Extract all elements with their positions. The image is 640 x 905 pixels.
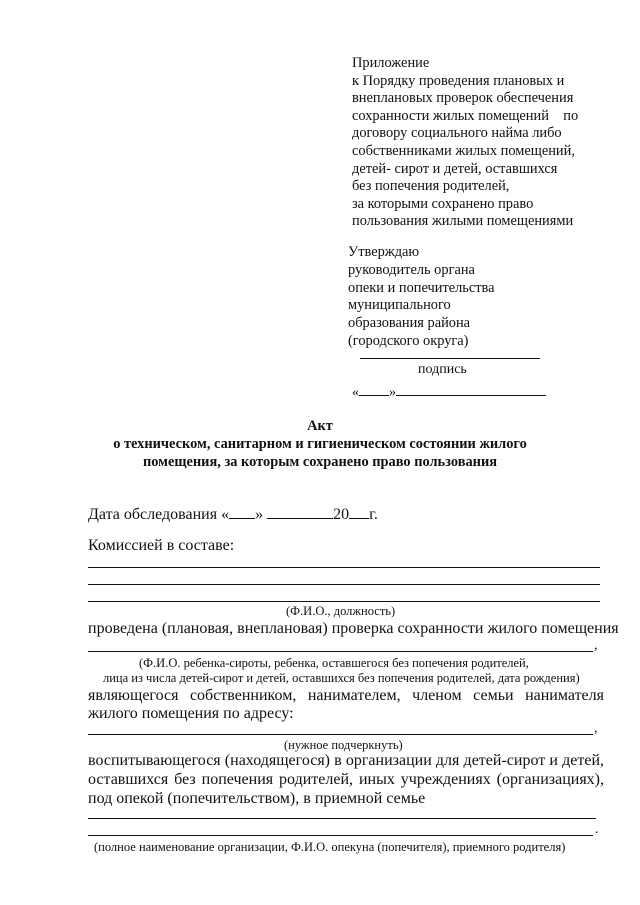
commission-line[interactable] <box>88 584 600 585</box>
check-text: проведена (плановая, внеплановая) проверка сохранности жилого помещения <box>88 620 619 637</box>
appendix-line: собственниками жилых помещений, <box>352 142 575 159</box>
commission-label: Комиссией в составе: <box>88 537 235 554</box>
organization-line[interactable] <box>88 835 593 836</box>
address-line[interactable] <box>88 734 593 735</box>
date-open-quote: « <box>352 385 359 400</box>
child-name-line[interactable] <box>88 651 593 652</box>
survey-day-blank[interactable] <box>229 502 255 519</box>
approval-day-blank[interactable] <box>359 381 389 396</box>
signature-label: подпись <box>418 362 467 377</box>
appendix-line: пользования жилыми помещениями <box>352 213 574 230</box>
document-title: Акт <box>307 418 333 434</box>
appendix-block <box>352 55 612 231</box>
document-subtitle-line: помещения, за которым сохранено право пользования <box>142 454 498 470</box>
raised-text: под опекой (попечительством), в приемной семье <box>88 790 426 807</box>
approval-line: муниципального <box>348 297 451 314</box>
raised-text: оставшихся без попечения родителей, иных учреждениях (организациях), <box>88 771 604 788</box>
raised-text: воспитывающегося (находящегося) в организации для детей-сирот и детей, <box>88 752 604 769</box>
comma-mark: , <box>594 721 598 736</box>
owner-text: жилого помещения по адресу: <box>88 705 294 722</box>
document-subtitle-line: о техническом, санитарном и гигиеническом состоянии жилого <box>113 436 527 452</box>
appendix-line: за которыми сохранено право <box>352 195 534 212</box>
commission-line[interactable] <box>88 601 600 602</box>
caption-underline: (нужное подчеркнуть) <box>284 738 403 752</box>
approval-line: руководитель органа <box>348 261 475 278</box>
approval-line: образования района <box>348 315 471 332</box>
survey-year-blank[interactable] <box>349 502 369 519</box>
appendix-line: внеплановых проверок обеспечения <box>352 90 574 107</box>
caption-child: (Ф.И.О. ребенка-сироты, ребенка, оставшегося без попечения родителей, <box>139 656 529 670</box>
approval-block <box>348 244 608 351</box>
appendix-line: к Порядку проведения плановых и <box>352 72 565 89</box>
period-mark: . <box>595 822 599 837</box>
caption-organization: (полное наименование организации, Ф.И.О. опекуна (попечителя), приемного родителя) <box>94 840 566 854</box>
survey-year-prefix: 20 <box>333 506 350 523</box>
approval-date-field[interactable] <box>352 381 546 401</box>
signature-line[interactable] <box>360 358 540 359</box>
comma-mark: , <box>594 638 598 653</box>
appendix-line: сохранности жилых помещений по <box>352 107 579 124</box>
approval-line: опеки и попечительства <box>348 279 495 296</box>
appendix-line: договору социального найма либо <box>352 125 562 142</box>
survey-date-field[interactable] <box>88 502 378 524</box>
approval-line: Утверждаю <box>348 244 420 260</box>
survey-month-blank[interactable] <box>267 502 333 519</box>
commission-line[interactable] <box>88 567 600 568</box>
appendix-line: Приложение <box>352 55 430 71</box>
caption-fio: (Ф.И.О., должность) <box>286 604 396 618</box>
survey-date-label: Дата обследования « <box>88 506 230 523</box>
survey-close-quote: » <box>255 506 264 523</box>
organization-line[interactable] <box>88 818 596 819</box>
caption-child: лица из числа детей-сирот и детей, оставшихся без попечения родителей, дата рождения) <box>103 671 580 685</box>
date-close-quote: » <box>389 385 396 400</box>
appendix-line: детей- сирот и детей, оставшихся <box>352 160 558 177</box>
appendix-line: без попечения родителей, <box>352 178 510 195</box>
owner-text: являющегося собственником, нанимателем, членом семьи нанимателя <box>88 687 604 704</box>
survey-year-suffix: г. <box>369 506 378 523</box>
approval-month-blank[interactable] <box>396 381 546 396</box>
approval-line: (городского округа) <box>348 332 469 349</box>
